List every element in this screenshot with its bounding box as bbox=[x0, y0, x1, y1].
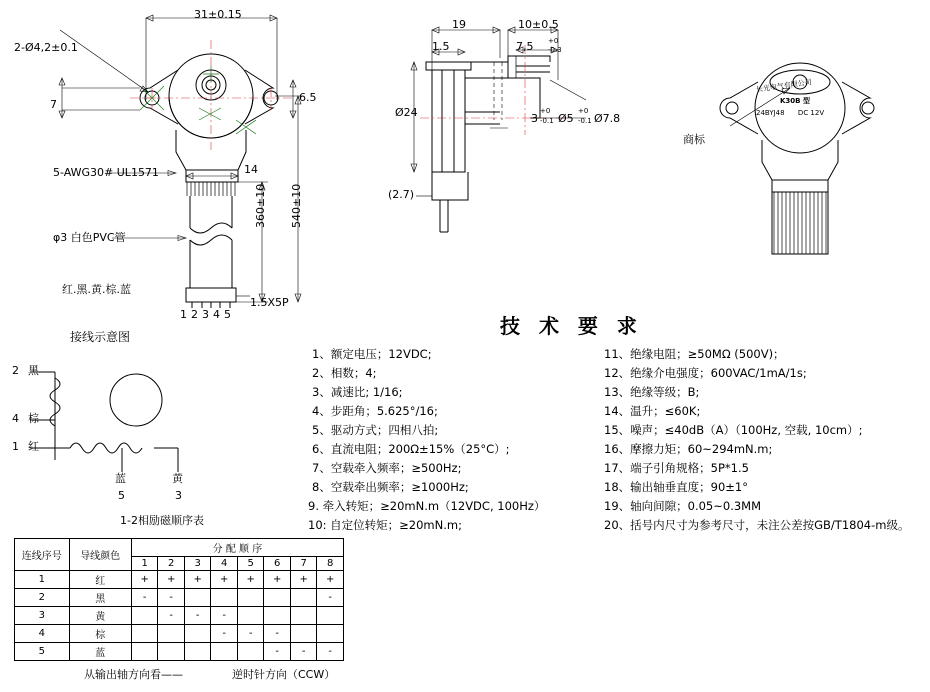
row-cell bbox=[211, 643, 238, 661]
row-cell: - bbox=[264, 625, 291, 643]
side-dim-d5-tol-dn: -0.1 bbox=[578, 117, 592, 125]
row-color: 红 bbox=[69, 571, 131, 589]
table-header-sequence: 分 配 顺 序 bbox=[131, 539, 343, 557]
row-cell: + bbox=[317, 571, 344, 589]
wiring-pin-3-num: 3 bbox=[175, 489, 182, 502]
front-wire-spec-note: 5-AWG30# UL1571 bbox=[53, 166, 159, 179]
row-cell bbox=[237, 607, 264, 625]
table-footer-right: 逆时针方向（CCW） bbox=[232, 668, 336, 681]
row-cell: + bbox=[264, 571, 291, 589]
front-tube-note: φ3 白色PVC管 bbox=[53, 231, 126, 244]
nameplate-model: K30B 型 bbox=[780, 97, 810, 105]
row-color: 蓝 bbox=[69, 643, 131, 661]
row-cell bbox=[158, 625, 185, 643]
wiring-title: 接线示意图 bbox=[70, 330, 131, 344]
row-cell: + bbox=[131, 571, 158, 589]
side-dim-7-5: 7,5 bbox=[516, 40, 534, 53]
table-header-color: 导线颜色 bbox=[69, 539, 131, 571]
row-cell bbox=[131, 625, 158, 643]
wiring-pin-5-color: 蓝 bbox=[115, 472, 126, 485]
row-cell bbox=[131, 643, 158, 661]
row-cell bbox=[264, 589, 291, 607]
row-cell bbox=[158, 643, 185, 661]
tech-item-7: 7、空载牵入频率；≥500Hz; bbox=[312, 461, 462, 475]
tech-item-12: 12、绝缘介电强度；600VAC/1mA/1s; bbox=[604, 366, 807, 380]
tech-item-18: 18、输出轴垂直度；90±1° bbox=[604, 480, 748, 494]
trademark-label: 商标 bbox=[683, 133, 705, 146]
side-dim-7-5-tol-dn: -0.3 bbox=[548, 46, 562, 54]
tech-item-5: 5、驱动方式；四相八拍; bbox=[312, 423, 439, 437]
row-cell: + bbox=[158, 571, 185, 589]
table-footer-left: 从输出轴方向看—— bbox=[84, 668, 183, 681]
side-dim-d78: Ø7.8 bbox=[594, 112, 621, 125]
side-dim-2-7: (2.7) bbox=[388, 188, 415, 201]
side-dim-7-5-tol-up: +0 bbox=[548, 37, 559, 45]
table-step-3: 3 bbox=[184, 557, 211, 571]
tech-item-11: 11、绝缘电阻；≥50MΩ (500V)； bbox=[604, 347, 785, 361]
wiring-pin-2-num: 2 bbox=[12, 364, 19, 377]
wiring-pin-3-color: 黄 bbox=[172, 472, 183, 485]
tech-item-6: 6、直流电阻；200Ω±15%（25°C）; bbox=[312, 442, 510, 456]
front-pin-numbers: 12345 bbox=[180, 308, 235, 321]
tech-item-9: 9. 牵入转矩；≥20mN.m（12VDC, 100Hz） bbox=[308, 499, 546, 513]
tech-item-20: 20、括号内尺寸为参考尺寸，未注公差按GB/T1804-m级。 bbox=[604, 518, 910, 532]
row-cell bbox=[317, 607, 344, 625]
front-shaft-width-dim: 14 bbox=[244, 163, 258, 176]
table-step-2: 2 bbox=[158, 557, 185, 571]
row-cell bbox=[237, 643, 264, 661]
row-cell: - bbox=[211, 625, 238, 643]
sequence-table-title: 1-2相励磁顺序表 bbox=[120, 514, 204, 527]
side-dim-3-tol-up: +0 bbox=[540, 107, 551, 115]
wiring-pin-4-color: 棕 bbox=[28, 412, 39, 425]
row-cell bbox=[184, 625, 211, 643]
tech-item-16: 16、摩擦力矩；60~294mN.m; bbox=[604, 442, 773, 456]
row-cell bbox=[290, 607, 317, 625]
row-cell: + bbox=[211, 571, 238, 589]
side-dim-3: 3 bbox=[531, 112, 538, 125]
front-right-height-dim: 6.5 bbox=[299, 91, 317, 104]
row-cell bbox=[237, 589, 264, 607]
side-dim-od24: Ø24 bbox=[395, 106, 418, 119]
row-cell: - bbox=[211, 607, 238, 625]
table-step-8: 8 bbox=[317, 557, 344, 571]
row-color: 黑 bbox=[69, 589, 131, 607]
front-wire-colors-note: 红.黑.黄.棕.蓝 bbox=[62, 283, 131, 296]
row-no: 4 bbox=[15, 625, 70, 643]
side-dim-19: 19 bbox=[452, 18, 466, 31]
tech-item-19: 19、轴向间隙；0.05~0.3MM bbox=[604, 499, 762, 513]
side-dim-1-5: 1.5 bbox=[432, 40, 450, 53]
row-cell: - bbox=[237, 625, 264, 643]
nameplate-rating: 24BYJ48 DC 12V bbox=[756, 109, 825, 117]
wiring-pin-2-color: 黑 bbox=[28, 364, 39, 377]
row-cell: + bbox=[237, 571, 264, 589]
row-color: 棕 bbox=[69, 625, 131, 643]
tech-item-1: 1、额定电压；12VDC; bbox=[312, 347, 432, 361]
wiring-pin-1-color: 红 bbox=[28, 440, 39, 453]
row-cell bbox=[131, 607, 158, 625]
row-cell: - bbox=[158, 607, 185, 625]
table-header-no: 连线序号 bbox=[15, 539, 70, 571]
row-cell bbox=[317, 625, 344, 643]
nameplate-company: 长光电气有限公司 bbox=[755, 78, 813, 94]
row-no: 2 bbox=[15, 589, 70, 607]
tech-item-10: 10: 自定位转矩；≥20mN.m; bbox=[308, 518, 462, 532]
table-row bbox=[15, 571, 344, 589]
front-hole-note: 2-Ø4,2±0.1 bbox=[14, 41, 78, 54]
tech-item-13: 13、绝缘等级；B; bbox=[604, 385, 700, 399]
row-cell bbox=[184, 643, 211, 661]
row-cell bbox=[264, 607, 291, 625]
row-cell: - bbox=[264, 643, 291, 661]
excitation-sequence-table bbox=[14, 538, 344, 661]
row-cell: + bbox=[184, 571, 211, 589]
side-dim-10: 10±0.5 bbox=[518, 18, 559, 31]
right-view-drawing bbox=[700, 40, 910, 280]
wiring-pin-1-num: 1 bbox=[12, 440, 19, 453]
tech-item-15: 15、噪声；≤40dB（A）（100Hz, 空载, 10cm）; bbox=[604, 423, 863, 437]
front-left-height-dim: 7 bbox=[50, 98, 57, 111]
row-cell: - bbox=[317, 643, 344, 661]
front-lead-length-dim: 360±10 bbox=[254, 183, 267, 228]
table-row bbox=[15, 589, 344, 607]
row-cell: - bbox=[290, 643, 317, 661]
tech-item-8: 8、空载牵出频率；≥1000Hz; bbox=[312, 480, 469, 494]
row-cell: - bbox=[158, 589, 185, 607]
row-color: 黄 bbox=[69, 607, 131, 625]
table-row bbox=[15, 625, 344, 643]
tech-item-17: 17、端子引角规格；5P*1.5 bbox=[604, 461, 749, 475]
front-total-length-dim: 540±10 bbox=[290, 183, 303, 228]
row-cell bbox=[184, 589, 211, 607]
table-row bbox=[15, 643, 344, 661]
front-connector-pitch: 1.5X5P bbox=[250, 296, 289, 309]
front-width-dim: 31±0.15 bbox=[194, 8, 242, 21]
row-cell: - bbox=[131, 589, 158, 607]
row-no: 1 bbox=[15, 571, 70, 589]
row-cell bbox=[211, 589, 238, 607]
row-cell: - bbox=[184, 607, 211, 625]
row-cell bbox=[290, 589, 317, 607]
table-step-4: 4 bbox=[211, 557, 238, 571]
tech-item-2: 2、相数；4; bbox=[312, 366, 377, 380]
table-step-5: 5 bbox=[237, 557, 264, 571]
wiring-pin-5-num: 5 bbox=[118, 489, 125, 502]
wiring-diagram bbox=[0, 350, 280, 530]
table-step-1: 1 bbox=[131, 557, 158, 571]
side-dim-3-tol-dn: -0.1 bbox=[540, 117, 554, 125]
table-step-7: 7 bbox=[290, 557, 317, 571]
tech-item-14: 14、温升；≤60K; bbox=[604, 404, 701, 418]
table-step-6: 6 bbox=[264, 557, 291, 571]
side-dim-d5: Ø5 bbox=[558, 112, 574, 125]
row-no: 3 bbox=[15, 607, 70, 625]
row-cell: - bbox=[317, 589, 344, 607]
tech-requirements-title: 技 术 要 求 bbox=[500, 314, 643, 338]
row-cell: + bbox=[290, 571, 317, 589]
row-cell bbox=[290, 625, 317, 643]
row-no: 5 bbox=[15, 643, 70, 661]
side-dim-d5-tol-up: +0 bbox=[578, 107, 589, 115]
tech-item-4: 4、步距角；5.625°/16; bbox=[312, 404, 438, 418]
tech-item-3: 3、减速比; 1/16; bbox=[312, 385, 403, 399]
table-row bbox=[15, 607, 344, 625]
wiring-pin-4-num: 4 bbox=[12, 412, 19, 425]
